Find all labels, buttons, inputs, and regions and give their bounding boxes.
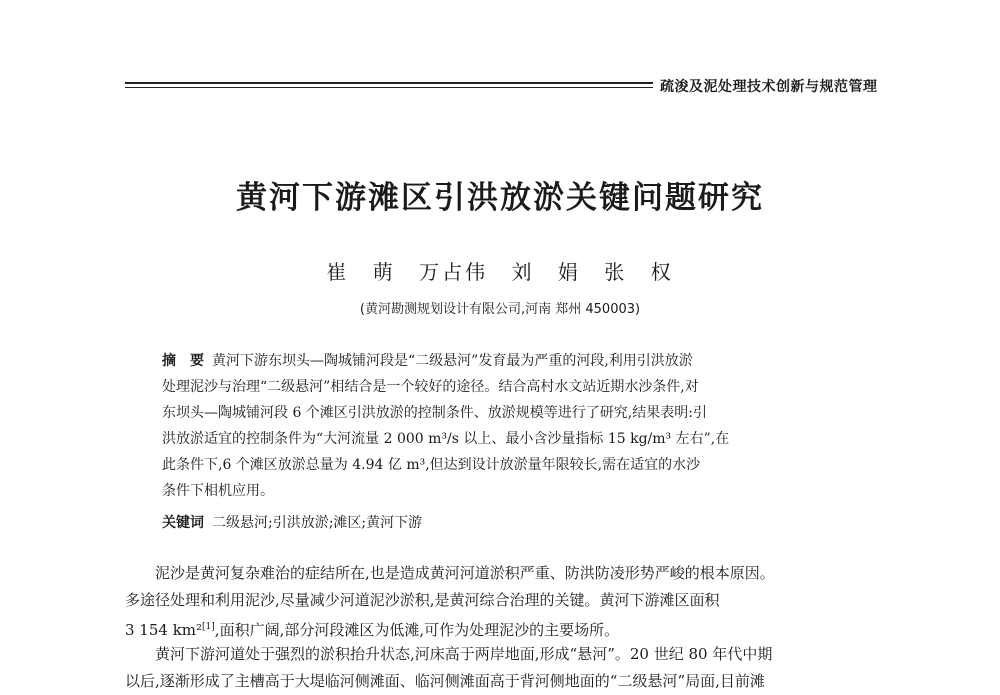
- paper-title: 黄河下游滩区引洪放淤关键问题研究: [236, 180, 764, 216]
- keywords-text: 二级悬河;引洪放淤;滩区;黄河下游: [212, 515, 423, 531]
- abstract-label: 摘 要: [162, 353, 204, 369]
- body-line: 多途径处理和利用泥沙,尽量减少河道泥沙淤积,是黄河综合治理的关键。黄河下游滩区面积: [125, 591, 720, 609]
- abstract-line-text: 黄河下游东坝头—陶城铺河段是“二级悬河”发育最为严重的河段,利用引洪放淤: [212, 353, 693, 369]
- abstract: [162, 348, 862, 504]
- body-text: [125, 560, 895, 695]
- body-line: [125, 614, 895, 641]
- body-line: 黄河下游河道处于强烈的淤积抬升状态,河床高于两岸地面,形成“悬河”。20 世纪 80 年代中期: [155, 645, 773, 663]
- abstract-line: 洪放淤适宜的控制条件为“大河流量 2 000 m³/s 以上、最小含沙量指标 15 kg/m³ 左右”,在: [162, 431, 730, 447]
- keywords-label: 关键词: [162, 515, 204, 531]
- abstract-line: 此条件下,6 个滩区放淤总量为 4.94 亿 m³,但达到设计放淤量年限较长,需在适宜的水沙: [162, 457, 701, 473]
- authors: 崔 萌 万占伟 刘 娟 张 权: [326, 260, 674, 284]
- abstract-line: [162, 348, 862, 374]
- area-value: 3 154 km²: [125, 621, 203, 639]
- keywords: [162, 512, 422, 532]
- abstract-line: 条件下相机应用。: [162, 483, 274, 499]
- citation-ref: [1]: [202, 622, 215, 632]
- body-line: 泥沙是黄河复杂难治的症结所在,也是造成黄河河道淤积严重、防洪防凌形势严峻的根本原因。: [155, 564, 775, 582]
- affiliation: (黄河勘测规划设计有限公司,河南 郑州 450003): [359, 302, 641, 317]
- body-line: 以后,逐渐形成了主槽高于大堤临河侧滩面、临河侧滩面高于背河侧地面的“二级悬河”局面,目前滩: [125, 672, 765, 690]
- running-header: 疏浚及泥处理技术创新与规范管理: [660, 79, 878, 95]
- abstract-line: 处理泥沙与治理“二级悬河”相结合是一个较好的途径。结合高村水文站近期水沙条件,对: [162, 379, 699, 395]
- abstract-line: 东坝头—陶城铺河段 6 个滩区引洪放淤的控制条件、放淤规模等进行了研究,结果表明:引: [162, 405, 707, 421]
- body-line-text: ,面积广阔,部分河段滩区为低滩,可作为处理泥沙的主要场所。: [214, 621, 620, 639]
- header-rule: [125, 82, 653, 88]
